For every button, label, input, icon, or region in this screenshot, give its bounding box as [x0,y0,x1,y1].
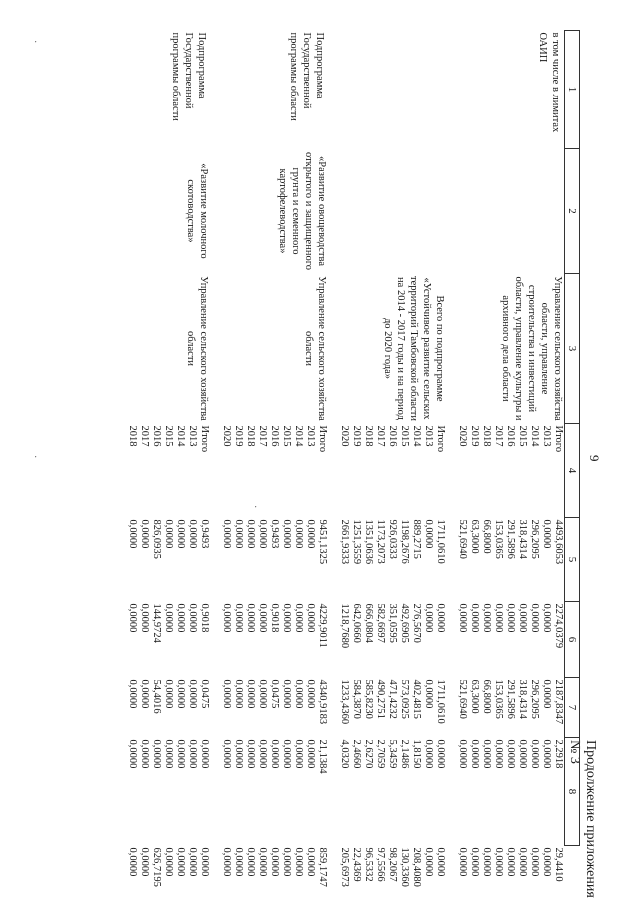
federal-cell: 0,0000 [481,603,492,633]
spacer-cell [374,460,386,518]
federal-cell: 0,0000 [221,603,232,633]
federal-cell: 0,0000 [423,603,434,633]
federal-cell: 0,0000 [469,603,480,633]
federal-cell: 0,0000 [457,603,468,633]
spacer-cell [138,460,150,518]
total-cell: 926,0333 [387,519,398,559]
federal-cell: 0,9018 [269,603,280,633]
local-cell: 0,0000 [163,739,174,769]
table-row: 2019 0,0000 0,0000 0,0000 0,0000 0,0000 [233,425,244,877]
federal-cell: 0,9018 [199,603,210,633]
total-cell: 889,2715 [411,519,422,559]
spacer-cell [456,460,468,518]
total-cell: 0,0000 [257,519,268,549]
year-cell: 2020 [221,425,232,447]
table-row: 2017 153,0365 0,0000 153,0365 0,0000 0,0000 [493,425,504,877]
table-row: 2013 0,0000 0,0000 0,0000 0,0000 0,0000 [423,425,434,877]
local-cell: 2,2918 [553,739,564,769]
total-cell: 0,9493 [269,519,280,549]
local-cell: 1,8150 [411,739,422,769]
table-row: 2015 0,0000 0,0000 0,0000 0,0000 0,0000 [163,425,174,877]
year-cell: 2013 [541,425,552,447]
regional-cell: 2187,8347 [553,679,564,725]
federal-cell: 0,0000 [163,603,174,633]
federal-cell: 276,5670 [411,603,422,643]
scan-speck: · [29,455,40,459]
total-cell: 1173,2073 [375,519,386,564]
federal-cell: 1218,7680 [339,603,350,649]
year-cell: 2019 [469,425,480,447]
federal-cell: 0,0000 [139,603,150,633]
total-cell: 0,0000 [127,519,138,549]
regional-cell: 0,0000 [293,679,304,709]
local-cell: 0,0000 [505,739,516,769]
local-cell: 0,0000 [493,739,504,769]
total-cell: 826,0935 [151,519,162,559]
subprogram-name-cell: «Развитие молочного скотоводства» [185,163,209,259]
federal-cell: 0,0000 [175,603,186,633]
federal-cell: 0,0000 [233,603,244,633]
year-cell: 2017 [493,425,504,447]
regional-cell: 1233,4360 [339,679,350,725]
local-cell: 2,6270 [363,739,374,769]
spacer-cell [480,460,492,518]
federal-cell: 492,6905 [399,603,410,643]
federal-cell: 0,0000 [293,603,304,633]
header-cell: 7 [565,678,580,738]
spacer-cell [256,460,268,518]
table-row: 2017 0,0000 0,0000 0,0000 0,0000 0,0000 [257,425,268,877]
year-cell: 2020 [457,425,468,447]
total-cell: 0,0000 [139,519,150,549]
regional-cell: 0,0000 [233,679,244,709]
spacer-cell [292,460,304,518]
executor-cell: Управление сельского хозяйства области [185,276,209,421]
table-body [126,31,565,887]
table-row: 2020 521,6940 0,0000 521,6940 0,0000 0,0000 [457,425,468,877]
spacer-cell [232,460,244,518]
local-cell: 0,0000 [127,739,138,769]
table-row: 2014 889,2715 276,5670 402,4815 1,8150 208,4080 [411,425,422,887]
regional-cell: 585,8230 [363,679,374,719]
local-cell: 0,0000 [221,739,232,769]
table-row: Подпрограмма Государственной программы области «Развитие молочного скотоводства» Управление сельского хозяйства области Итого 0,9493 0,9018 0,0475 0,0000 0,0000 [198,31,210,846]
total-cell: 291,5896 [505,519,516,559]
regional-cell: 0,0000 [127,679,138,709]
regional-cell: 66,8000 [481,679,492,714]
regional-cell: 0,0000 [423,679,434,709]
spacer-cell [316,460,328,518]
regional-cell: 153,0365 [493,679,504,719]
year-cell: Итого [199,425,210,453]
year-cell: 2018 [127,425,138,447]
spacer-cell [126,460,138,518]
scan-speck: · [29,40,40,44]
table-row: 2019 1251,3559 642,0660 584,3870 2,4660 22,4369 [351,425,362,882]
table-row: 2018 0,0000 0,0000 0,0000 0,0000 0,0000 [245,425,256,877]
federal-cell: 351,0595 [387,603,398,643]
federal-cell: 0,0000 [257,603,268,633]
regional-cell: 54,4016 [151,679,162,714]
federal-cell: 0,0000 [281,603,292,633]
total-cell: 0,0000 [233,519,244,549]
local-cell: 0,0000 [281,739,292,769]
local-cell: 0,0000 [457,739,468,769]
year-cell: 2018 [245,425,256,447]
header-row [565,31,580,846]
local-cell: 0,0000 [423,739,434,769]
regional-cell: 0,0000 [187,679,198,709]
total-cell: 0,0000 [187,519,198,549]
total-cell: 0,0000 [423,519,434,549]
regional-cell: 521,6940 [457,679,468,719]
regional-cell: 4340,9183 [317,679,328,725]
year-cell: 2014 [175,425,186,447]
year-cell: 2013 [187,425,198,447]
total-cell: 153,0365 [493,519,504,559]
row-label-cell: Подпрограмма Государственной программы области [170,32,207,121]
regional-cell: 0,0000 [163,679,174,709]
spacer-cell [528,460,540,518]
federal-cell: 0,0000 [435,603,446,633]
table-row: в том числе в лимитах ОАИП Управление сельского хозяйства области, управление строительства и инвестиций области, управление культуры и архивного дела области Итого 4493,6053 2274,0379 2187,8347 2,2918 29,4410 [552,31,565,846]
year-cell: 2013 [423,425,434,447]
local-cell: 0,0000 [187,739,198,769]
local-cell: 0,0000 [269,739,280,769]
spacer-cell [328,31,338,846]
federal-cell: 0,0000 [493,603,504,633]
local-cell: 0,0000 [151,739,162,769]
spacer-cell [210,31,220,846]
spacer-cell [540,460,552,518]
year-cell: 2016 [387,425,398,447]
table-row: 2018 1351,0636 666,0804 585,8230 2,6270 96,5332 [363,425,374,882]
total-cell: 1351,0636 [363,519,374,565]
table-row: 2016 926,0333 351,0595 471,4232 5,3459 98,2067 [387,425,398,882]
federal-cell: 4229,9011 [317,603,328,648]
table-row: 2019 63,3000 0,0000 63,3000 0,0000 0,0000 [469,425,480,877]
spacer-cell [304,460,316,518]
year-cell: 2020 [339,425,350,447]
federal-cell: 0,0000 [529,603,540,633]
year-cell: 2019 [351,425,362,447]
year-cell: 2014 [411,425,422,447]
federal-cell: 0,0000 [541,603,552,633]
year-cell: Итого [317,425,328,453]
spacer-cell [446,31,456,846]
total-cell: 1198,2676 [399,519,410,564]
spacer-cell [220,460,232,518]
table-row: 2020 2661,9333 1218,7680 1233,4360 4,0320 205,6973 [339,425,350,887]
regional-cell: 573,0925 [399,679,410,719]
header-cell: 6 [565,602,580,678]
federal-cell: 0,0000 [187,603,198,633]
regional-cell: 0,0000 [305,679,316,709]
spacer-cell [386,460,398,518]
federal-cell: 0,0000 [127,603,138,633]
local-cell: 0,0000 [435,739,446,769]
local-cell: 0,0000 [257,739,268,769]
total-cell: 0,0000 [245,519,256,549]
regional-cell: 0,0000 [245,679,256,709]
regional-cell: 0,0000 [257,679,268,709]
regional-cell: 0,0475 [199,679,210,709]
regional-cell: 402,4815 [411,679,422,719]
year-cell: 2014 [293,425,304,447]
local-cell: 0,0000 [469,739,480,769]
federal-cell: 0,0000 [245,603,256,633]
spacer-cell [338,460,350,518]
row-label-cell [338,31,446,149]
total-cell: 318,4314 [517,519,528,559]
local-cell: 0,0000 [305,739,316,769]
year-cell: 2017 [139,425,150,447]
table-row: 2014 0,0000 0,0000 0,0000 0,0000 0,0000 [293,425,304,877]
federal-cell: 2274,0379 [553,603,564,649]
year-cell: 2019 [233,425,244,447]
table-row: 2018 0,0000 0,0000 0,0000 0,0000 0,0000 [127,425,138,877]
local-cell: 4,0320 [339,739,350,769]
table-row: 2017 0,0000 0,0000 0,0000 0,0000 0,0000 [139,425,150,877]
spacer-cell [468,460,480,518]
table-row: 2015 0,0000 0,0000 0,0000 0,0000 0,0000 [281,425,292,877]
local-cell: 21,1384 [317,739,328,774]
spacer-cell [410,460,422,518]
year-cell: 2015 [163,425,174,447]
table-row: 2020 0,0000 0,0000 0,0000 0,0000 0,0000 [221,425,232,877]
table-row: 2013 0,0000 0,0000 0,0000 0,0000 0,0000 [541,425,552,877]
total-cell: 521,6940 [457,519,468,559]
executor-cell: Всего по подпрограмме «Устойчивое развитие сельских территорий Тамбовской области на 2014 - 2017 годы и на период до 2020 года» [382,276,445,421]
row-label-cell: Подпрограмма Государственной программы области [288,32,325,121]
spacer-cell [268,460,280,518]
year-cell: 2016 [151,425,162,447]
spacer-cell [350,460,362,518]
local-cell: 0,0000 [481,739,492,769]
total-cell: 1251,3559 [351,519,362,565]
total-cell: 296,2095 [529,519,540,559]
regional-cell: 0,0000 [281,679,292,709]
local-cell: 0,0000 [517,739,528,769]
regional-cell: 1711,0610 [435,679,446,724]
table-row: 2015 1198,2676 492,6905 573,0925 2,1486 130,3360 [399,425,410,887]
regional-cell: 471,4232 [387,679,398,719]
row-label-cell: в том числе в лимитах ОАИП [537,32,561,133]
table-row: 2015 318,4314 0,0000 318,4314 0,0000 0,0000 [517,425,528,877]
page-number: 9 [587,455,602,462]
total-cell: 0,0000 [541,519,552,549]
header-cell: 2 [565,149,580,274]
table-row: 2014 0,0000 0,0000 0,0000 0,0000 0,0000 [175,425,186,877]
table-row: 2016 0,9493 0,9018 0,0475 0,0000 0,0000 [269,425,280,877]
year-cell: 2015 [517,425,528,447]
total-cell: 63,3000 [469,519,480,554]
year-cell: 2016 [269,425,280,447]
year-cell: 2017 [257,425,268,447]
year-cell: 2018 [363,425,374,447]
year-cell: 2015 [399,425,410,447]
year-cell: 2017 [375,425,386,447]
local-cell: 0,0000 [139,739,150,769]
year-cell: 2014 [529,425,540,447]
local-cell: 2,1486 [399,739,410,769]
spacer-cell [162,460,174,518]
local-cell: 2,4660 [351,739,362,769]
federal-cell: 0,0000 [305,603,316,633]
table-row: 2013 0,0000 0,0000 0,0000 0,0000 0,0000 [305,425,316,877]
table-row: 2017 1173,2073 582,6697 490,2751 2,7059 97,5566 [375,425,386,882]
regional-cell: 0,0000 [175,679,186,709]
federal-cell: 582,6697 [375,603,386,643]
spacer-cell [150,460,162,518]
spacer-cell [280,460,292,518]
year-cell: 2013 [305,425,316,447]
local-cell: 0,0000 [529,739,540,769]
regional-cell: 291,5896 [505,679,516,719]
data-table [126,30,580,887]
total-cell: 2661,9333 [339,519,350,565]
spacer-cell [516,460,528,518]
header-cell: 4 [565,424,580,518]
table-row: 2016 826,0935 144,9724 54,4016 0,0000 626,7195 [151,425,162,887]
regional-cell: 0,0000 [541,679,552,709]
regional-cell: 63,3000 [469,679,480,714]
local-cell: 0,0000 [541,739,552,769]
federal-cell: 642,0660 [351,603,362,643]
regional-cell: 318,4314 [517,679,528,719]
subprogram-name-cell [456,149,565,274]
spacer-cell [362,460,374,518]
spacer-cell [198,460,210,518]
year-cell: 2015 [281,425,292,447]
total-cell: 66,8000 [481,519,492,554]
executor-cell: Управление сельского хозяйства области [303,276,327,421]
total-cell: 0,0000 [163,519,174,549]
table-row: 2013 0,0000 0,0000 0,0000 0,0000 0,0000 [187,425,198,877]
group-spacer [446,31,456,846]
year-cell: Итого [435,425,446,453]
spacer-cell [504,460,516,518]
federal-cell: 0,0000 [517,603,528,633]
regional-cell: 0,0475 [269,679,280,709]
regional-cell: 296,2095 [529,679,540,719]
local-cell: 0,0000 [293,739,304,769]
local-cell: 0,0000 [175,739,186,769]
total-cell: 9451,1325 [317,519,328,565]
regional-cell: 490,2751 [375,679,386,719]
year-cell: 2016 [505,425,516,447]
year-cell: 2018 [481,425,492,447]
header-cell: 3 [565,274,580,424]
header-cell: 5 [565,518,580,602]
total-cell: 0,0000 [293,519,304,549]
total-cell: 0,0000 [281,519,292,549]
table-row: 2014 296,2095 0,0000 296,2095 0,0000 0,0000 [529,425,540,877]
spacer-cell [434,460,446,518]
spacer-cell [186,460,198,518]
spacer-cell [398,460,410,518]
local-cell: 0,0000 [199,739,210,769]
local-cell: 2,7059 [375,739,386,769]
local-cell: 0,0000 [245,739,256,769]
scan-speck: · [249,505,260,509]
spacer-cell [422,460,434,518]
regional-cell: 0,0000 [139,679,150,709]
spacer-cell [244,460,256,518]
header-cell: 8 [565,738,580,846]
federal-cell: 144,9724 [151,603,162,643]
federal-cell: 0,0000 [505,603,516,633]
year-cell: Итого [553,425,564,453]
subprogram-name-cell: «Развитие овощеводства открытого и защищенного грунта и семенного картофелеводства» [277,151,327,270]
table-row: 2018 66,8000 0,0000 66,8000 0,0000 0,0000 [481,425,492,877]
executor-cell: Управление сельского хозяйства области, управление строительства и инвестиций области, управление культуры и архивного дела области [500,276,563,421]
total-cell: 0,0000 [221,519,232,549]
header-cell: 1 [565,31,580,149]
federal-cell: 666,0804 [363,603,374,643]
table-row: 2016 291,5896 0,0000 291,5896 0,0000 0,0000 [505,425,516,877]
appendix-label: Продолжение приложения № 3 [567,740,598,898]
group-spacer [210,31,220,846]
group-spacer [328,31,338,846]
total-cell: 4493,6053 [553,519,564,565]
spacer-cell [492,460,504,518]
spacer-cell [552,460,565,518]
regional-cell: 584,3870 [351,679,362,719]
local-cell: 5,3459 [387,739,398,769]
spacer-cell [174,460,186,518]
total-cell: 0,9493 [199,519,210,549]
total-cell: 0,0000 [175,519,186,549]
table-row: Всего по подпрограмме «Устойчивое развитие сельских территорий Тамбовской области на 2014 - 2017 годы и на период до 2020 года» Итого 1711,0610 0,0000 1711,0610 0,0000 0,0000 [434,31,446,846]
regional-cell: 0,0000 [221,679,232,709]
total-cell: 0,0000 [305,519,316,549]
subprogram-name-cell [338,149,446,274]
table-row: Подпрограмма Государственной программы области «Развитие овощеводства открытого и защищенного грунта и семенного картофелеводства» Управление сельского хозяйства области Итого 9451,1325 4229,9011 4340,9183 21,1384 859,1747 [316,31,328,846]
local-cell: 0,0000 [233,739,244,769]
total-cell: 1711,0610 [435,519,446,564]
